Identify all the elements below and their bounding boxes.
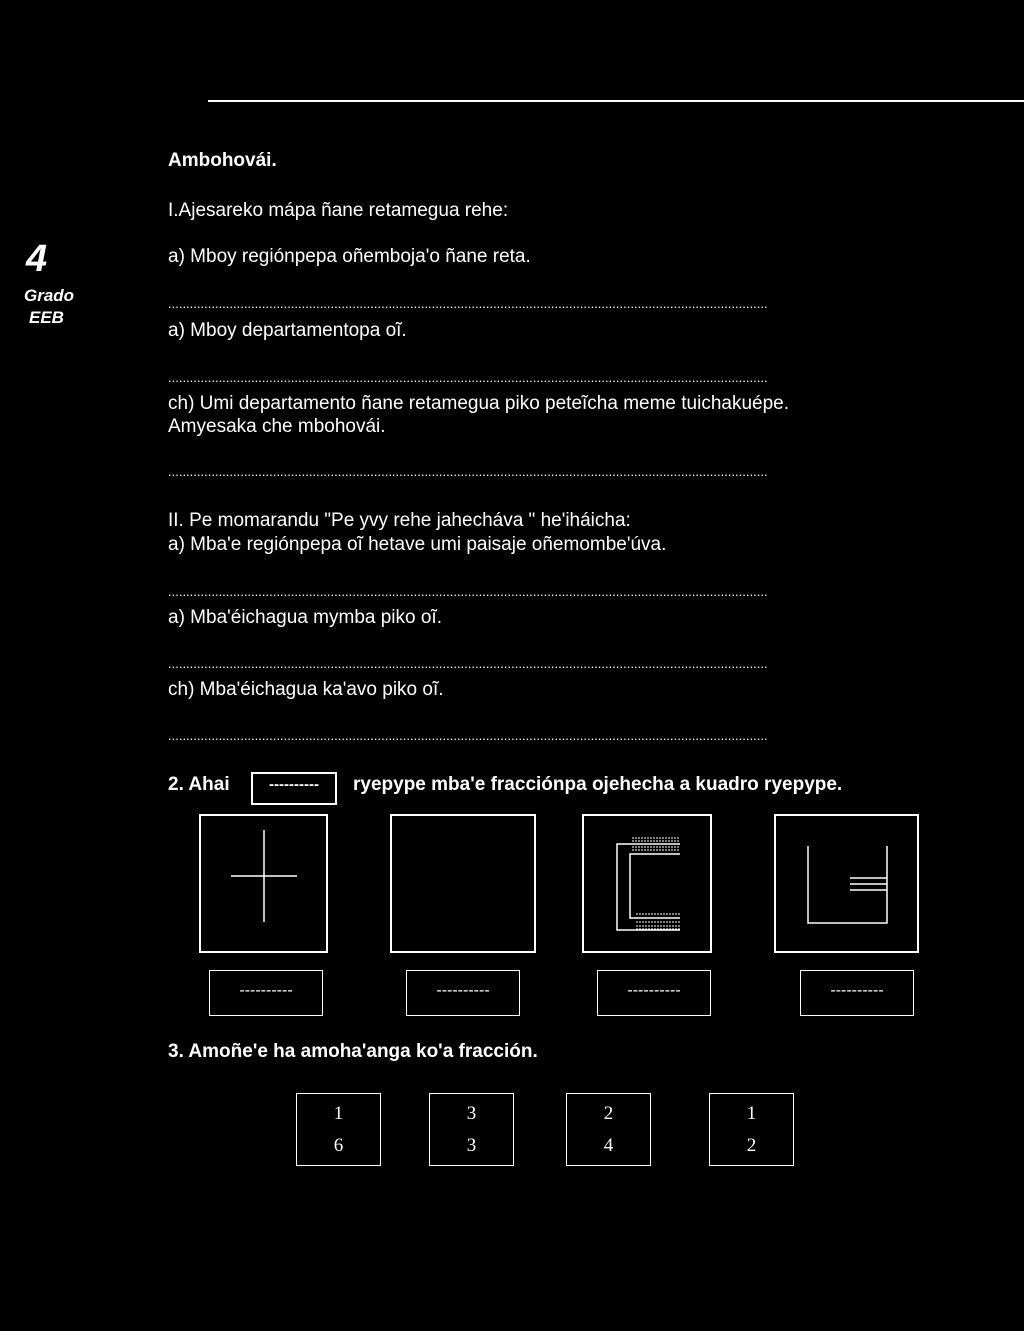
top-rule xyxy=(208,100,1024,102)
section2-question-1: a) Mba'e regiónpepa oĩ hetave umi paisaje oñemombe'úva. xyxy=(168,534,667,555)
heading: Ambohovái. xyxy=(168,150,277,171)
fraction-box-4[interactable] xyxy=(709,1093,794,1166)
fraction-numerator: 2 xyxy=(603,1103,614,1124)
figure-square-c-shape xyxy=(582,814,712,953)
section1-question-3: ch) Umi departamento ñane retamegua piko peteĩcha meme tuichakuépe. xyxy=(168,393,790,414)
answer-line[interactable]: ...................................................................................................................................................................... xyxy=(168,728,768,743)
answer-line[interactable]: ...................................................................................................................................................................... xyxy=(168,296,768,311)
grade-label: Grado xyxy=(24,286,75,305)
level-label: EEB xyxy=(29,308,64,327)
fraction-denominator: 6 xyxy=(333,1135,344,1156)
figure-square-cross xyxy=(199,814,328,953)
u-shape-drawing xyxy=(776,816,917,951)
section1-title: I.Ajesareko mápa ñane retamegua rehe: xyxy=(168,200,509,221)
section2-title: II. Pe momarandu "Pe yvy rehe jahecháva " he'iháicha: xyxy=(168,510,631,531)
section1-question-2: a) Mboy departamentopa oĩ. xyxy=(168,320,407,341)
figure-square-empty xyxy=(390,814,536,953)
answer-box-4[interactable]: ---------- xyxy=(800,970,914,1016)
cross-drawing xyxy=(201,816,326,951)
fraction-box-1[interactable] xyxy=(296,1093,381,1166)
section1-question-3-cont: Amyesaka che mbohovái. xyxy=(168,416,386,437)
answer-line[interactable]: ...................................................................................................................................................................... xyxy=(168,370,768,385)
answer-box-2[interactable]: ---------- xyxy=(406,970,520,1016)
exercise3-title: 3. Amoñe'e ha amoha'anga ko'a fracción. xyxy=(168,1041,538,1062)
answer-line[interactable]: ...................................................................................................................................................................... xyxy=(168,584,768,599)
answer-line[interactable]: ...................................................................................................................................................................... xyxy=(168,464,768,479)
exercise2-instruction: ryepype mba'e fracciónpa ojehecha a kuadro ryepype. xyxy=(353,774,843,795)
fraction-box-3[interactable] xyxy=(566,1093,651,1166)
fraction-numerator: 3 xyxy=(466,1103,477,1124)
answer-box-3[interactable]: ---------- xyxy=(597,970,711,1016)
fraction-denominator: 3 xyxy=(466,1135,477,1156)
fraction-box-2[interactable] xyxy=(429,1093,514,1166)
grade-number: 4 xyxy=(26,238,48,280)
section2-question-2: a) Mba'éichagua mymba piko oĩ. xyxy=(168,607,442,628)
fraction-denominator: 2 xyxy=(746,1135,757,1156)
exercise2-blank[interactable]: ---------- xyxy=(251,772,337,805)
exercise2-prefix: 2. Ahai xyxy=(168,774,230,795)
c-shape-drawing xyxy=(584,816,710,951)
answer-box-1[interactable]: ---------- xyxy=(209,970,323,1016)
fraction-numerator: 1 xyxy=(333,1103,344,1124)
section2-question-3: ch) Mba'éichagua ka'avo piko oĩ. xyxy=(168,679,444,700)
fraction-denominator: 4 xyxy=(603,1135,614,1156)
answer-line[interactable]: ...................................................................................................................................................................... xyxy=(168,656,768,671)
section1-question-1: a) Mboy regiónpepa oñemboja'o ñane reta. xyxy=(168,246,531,267)
fraction-numerator: 1 xyxy=(746,1103,757,1124)
figure-square-u-shape xyxy=(774,814,919,953)
